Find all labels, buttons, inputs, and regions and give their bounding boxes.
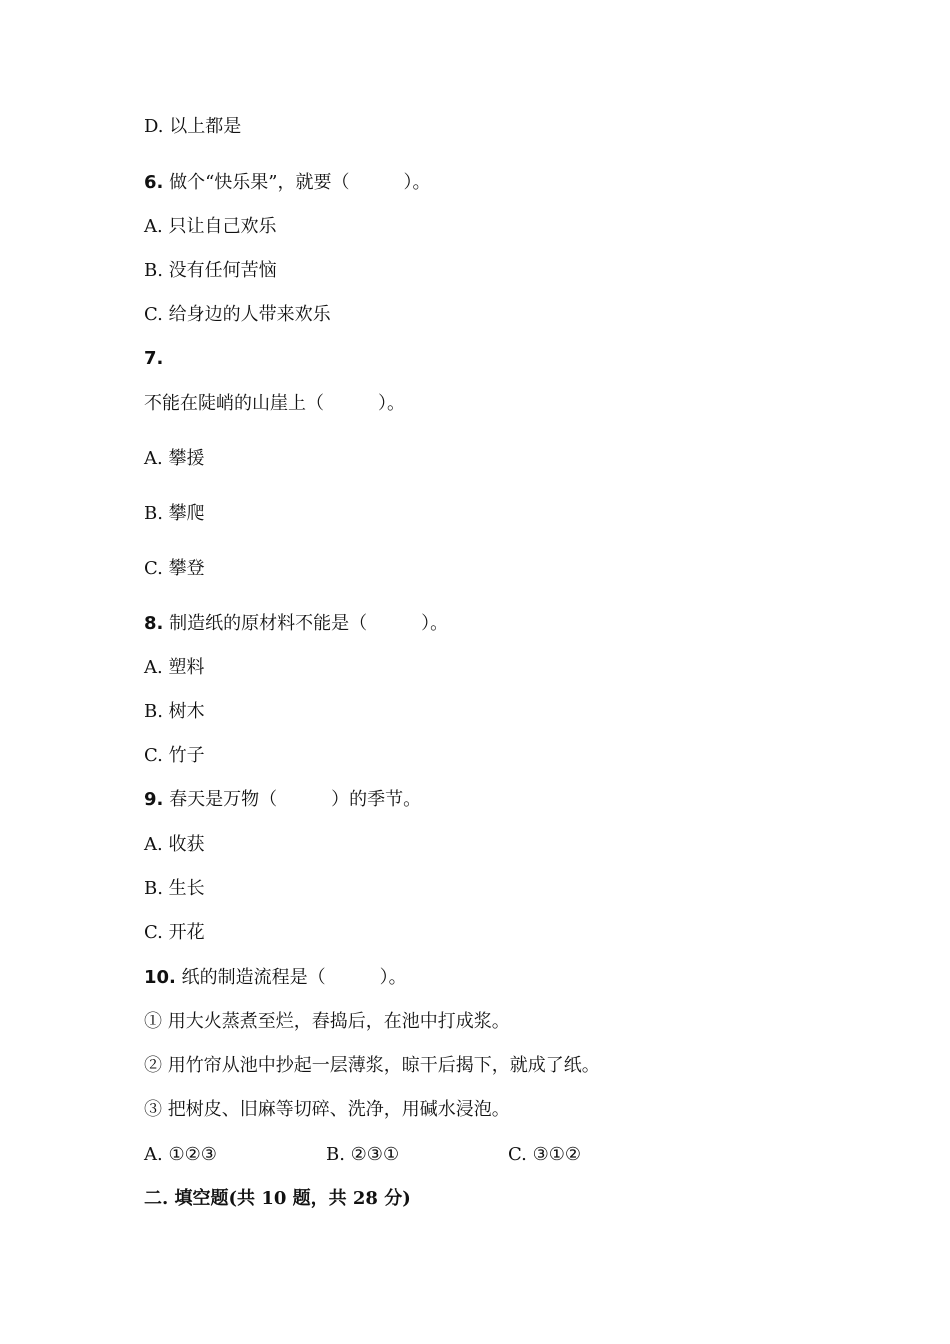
q6-option-b: B. 没有任何苦恼 <box>144 260 277 281</box>
q7-option-b: B. 攀爬 <box>144 503 205 524</box>
q6-option-c: C. 给身边的人带来欢乐 <box>144 304 331 325</box>
q10-step-2: ② 用竹帘从池中抄起一层薄浆，晾干后揭下，就成了纸。 <box>144 1055 600 1076</box>
question-10 <box>144 966 407 990</box>
q10-option-a: A. ①②③ <box>144 1144 217 1165</box>
question-6 <box>144 171 431 195</box>
q10-option-b: B. ②③① <box>326 1144 400 1165</box>
q7-option-a: A. 攀援 <box>144 448 205 469</box>
q10-step-1: ① 用大火蒸煮至烂，舂捣后，在池中打成浆。 <box>144 1011 510 1032</box>
q9-number: 9. <box>144 789 164 810</box>
q9-option-b: B. 生长 <box>144 878 205 899</box>
q10-option-c: C. ③①② <box>508 1144 581 1165</box>
q8-option-a: A. 塑料 <box>144 657 205 678</box>
q5-option-d: D. 以上都是 <box>144 116 242 137</box>
q7-stem: 不能在陡峭的山崖上（ ）。 <box>144 393 405 414</box>
q8-stem: 制造纸的原材料不能是（ ）。 <box>163 613 449 634</box>
q8-number: 8. <box>144 613 164 634</box>
q10-step-3: ③ 把树皮、旧麻等切碎、洗净，用碱水浸泡。 <box>144 1099 510 1120</box>
q10-stem: 纸的制造流程是（ ）。 <box>175 967 407 988</box>
section-2-heading: 二. 填空题(共 10 题，共 28 分) <box>144 1188 411 1209</box>
q8-option-b: B. 树木 <box>144 701 205 722</box>
q8-option-c: C. 竹子 <box>144 745 205 766</box>
question-8 <box>144 612 448 636</box>
q6-stem: 做个“快乐果”，就要（ ）。 <box>163 172 431 193</box>
q9-stem: 春天是万物（ ）的季节。 <box>163 789 422 810</box>
q7-number: 7. <box>144 348 164 369</box>
q9-option-c: C. 开花 <box>144 922 205 943</box>
question-9 <box>144 788 421 812</box>
q6-number: 6. <box>144 172 164 193</box>
q7-option-c: C. 攀登 <box>144 558 205 579</box>
q10-number: 10. <box>144 967 176 988</box>
q9-option-a: A. 收获 <box>144 834 205 855</box>
q6-option-a: A. 只让自己欢乐 <box>144 216 277 237</box>
